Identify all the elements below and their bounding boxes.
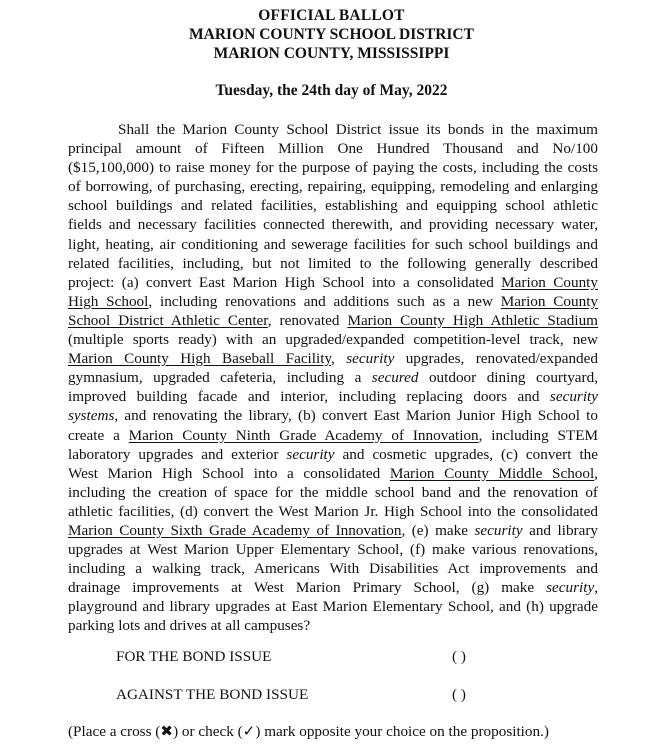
facility-name: High School (68, 292, 149, 310)
text-run: fields and necessary facilities connected therewith, and providing necessary water, (68, 216, 598, 234)
proposition-line (68, 578, 598, 597)
proposition-line (68, 597, 598, 616)
county-name: MARION COUNTY, MISSISSIPPI (213, 45, 450, 62)
facility-name: Marion County (501, 273, 598, 291)
facility-name: Marion County High Baseball Facility (68, 350, 332, 368)
against-bond-label: AGAINST THE BOND ISSUE (116, 686, 309, 703)
text-run: and cosmetic upgrades, (c) convert the (334, 445, 599, 463)
text-run: laboratory upgrades and exterior (68, 445, 287, 463)
proposition-line (68, 406, 598, 425)
text-run: Shall the Marion County School District issue its bonds in the maximum (118, 121, 598, 138)
proposition-line (68, 387, 598, 406)
text-run: and library (522, 521, 598, 539)
text-run: improved building facade and interior, including replacing doors and (68, 388, 550, 406)
ballot-instructions: (Place a cross (✖) or check (✓) mark opposite your choice on the proposition.) (68, 723, 549, 740)
text-run: , (594, 464, 598, 482)
text-run: light, heating, air conditioning and sewerage facilities for such school buildings and (68, 235, 598, 253)
proposition-line (68, 158, 598, 177)
proposition-line (68, 177, 598, 196)
facility-name: Marion County Sixth Grade Academy of Innovation (68, 521, 402, 539)
text-run: playground and library upgrades at East Marion Elementary School, and (h) upgrade (68, 598, 598, 616)
text-run: of borrowing, of purchasing, erecting, repairing, equipping, remodeling and enlarging (68, 178, 598, 196)
emphasis-text: security (474, 521, 523, 539)
emphasis-text: security (546, 579, 595, 597)
text-run: related facilities, including, but not limited to the following generally described (68, 254, 598, 272)
text-run: West Marion High School into a consolidated (68, 464, 390, 482)
text-run: ($15,100,000) to raise money for the purpose of paying the costs, including the costs (68, 159, 598, 177)
text-run: athletic facilities, (d) convert the West Marion Jr. High School into the consolidated (68, 502, 598, 520)
text-run: including the creation of space for the middle school band and the renovation of (68, 483, 598, 501)
proposition-line (68, 254, 598, 273)
text-run: , (e) make (401, 521, 475, 539)
facility-name: Marion County Ninth Grade Academy of Innovation (128, 426, 479, 444)
proposition-line (68, 502, 598, 521)
text-run: drainage improvements at West Marion Primary School, (g) make (68, 579, 547, 597)
facility-name: Marion County (500, 292, 599, 310)
emphasis-text: secured (371, 369, 419, 387)
text-run: , (594, 579, 598, 597)
text-run: outdoor dining courtyard, (418, 369, 598, 387)
text-run: create a (68, 426, 129, 444)
district-name: MARION COUNTY SCHOOL DISTRICT (189, 26, 474, 43)
text-run: project: (a) convert East Marion High School into a consolidated (68, 273, 502, 291)
text-run: (multiple sports ready) with an upgraded/expanded competition-level track, new (68, 331, 598, 349)
text-run: , including STEM (478, 426, 599, 444)
proposition-line (68, 120, 598, 139)
proposition-line (68, 426, 598, 445)
for-bond-checkbox[interactable]: ( ) (452, 648, 466, 665)
proposition-line (68, 559, 598, 578)
proposition-text (68, 120, 598, 636)
proposition-line (68, 215, 598, 234)
text-run: , including renovations and additions such as a new (148, 292, 501, 310)
text-run: upgrades at West Marion Upper Elementary School, (f) make various renovations, (68, 541, 598, 559)
election-date: Tuesday, the 24th day of May, 2022 (215, 82, 448, 99)
proposition-line (68, 464, 598, 483)
facility-name: School District Athletic Center (68, 311, 268, 329)
proposition-line (68, 139, 598, 158)
text-run: school buildings and related facilities, establishing and equipping school athletic (68, 197, 598, 215)
facility-name: Marion County Middle School (389, 464, 595, 482)
proposition-line (68, 235, 598, 254)
text-run: including a walking track, Americans With Disabilities Act improvements and (68, 560, 598, 578)
proposition-line (68, 616, 598, 635)
facility-name: Marion County High Athletic Stadium (347, 311, 598, 329)
proposition-line (68, 483, 598, 502)
text-run: upgrades, renovated/expanded (394, 350, 598, 368)
proposition-line (68, 292, 598, 311)
proposition-line (68, 349, 598, 368)
text-run: gymnasium, upgraded cafeteria, including a (68, 369, 372, 387)
proposition-line (68, 330, 598, 349)
proposition-line (68, 540, 598, 559)
proposition-line (68, 521, 598, 540)
proposition-line (68, 445, 598, 464)
ballot-title: OFFICIAL BALLOT (258, 7, 405, 24)
emphasis-text: security (346, 350, 395, 368)
emphasis-text: security (549, 388, 598, 406)
proposition-line (68, 196, 598, 215)
text-run: principal amount of Fifteen Million One Hundred Thousand and No/100 (68, 140, 598, 158)
emphasis-text: systems (68, 407, 115, 425)
proposition-line (68, 311, 598, 330)
text-run: parking lots and drives at all campuses? (68, 617, 311, 635)
for-bond-label: FOR THE BOND ISSUE (116, 648, 272, 665)
text-run: , and renovating the library, (b) convert East Marion Junior High School to (114, 407, 598, 425)
against-bond-checkbox[interactable]: ( ) (452, 686, 466, 703)
text-run: , (331, 350, 347, 368)
emphasis-text: security (286, 445, 335, 463)
proposition-line (68, 368, 598, 387)
proposition-line (68, 273, 598, 292)
text-run: , renovated (267, 311, 348, 329)
